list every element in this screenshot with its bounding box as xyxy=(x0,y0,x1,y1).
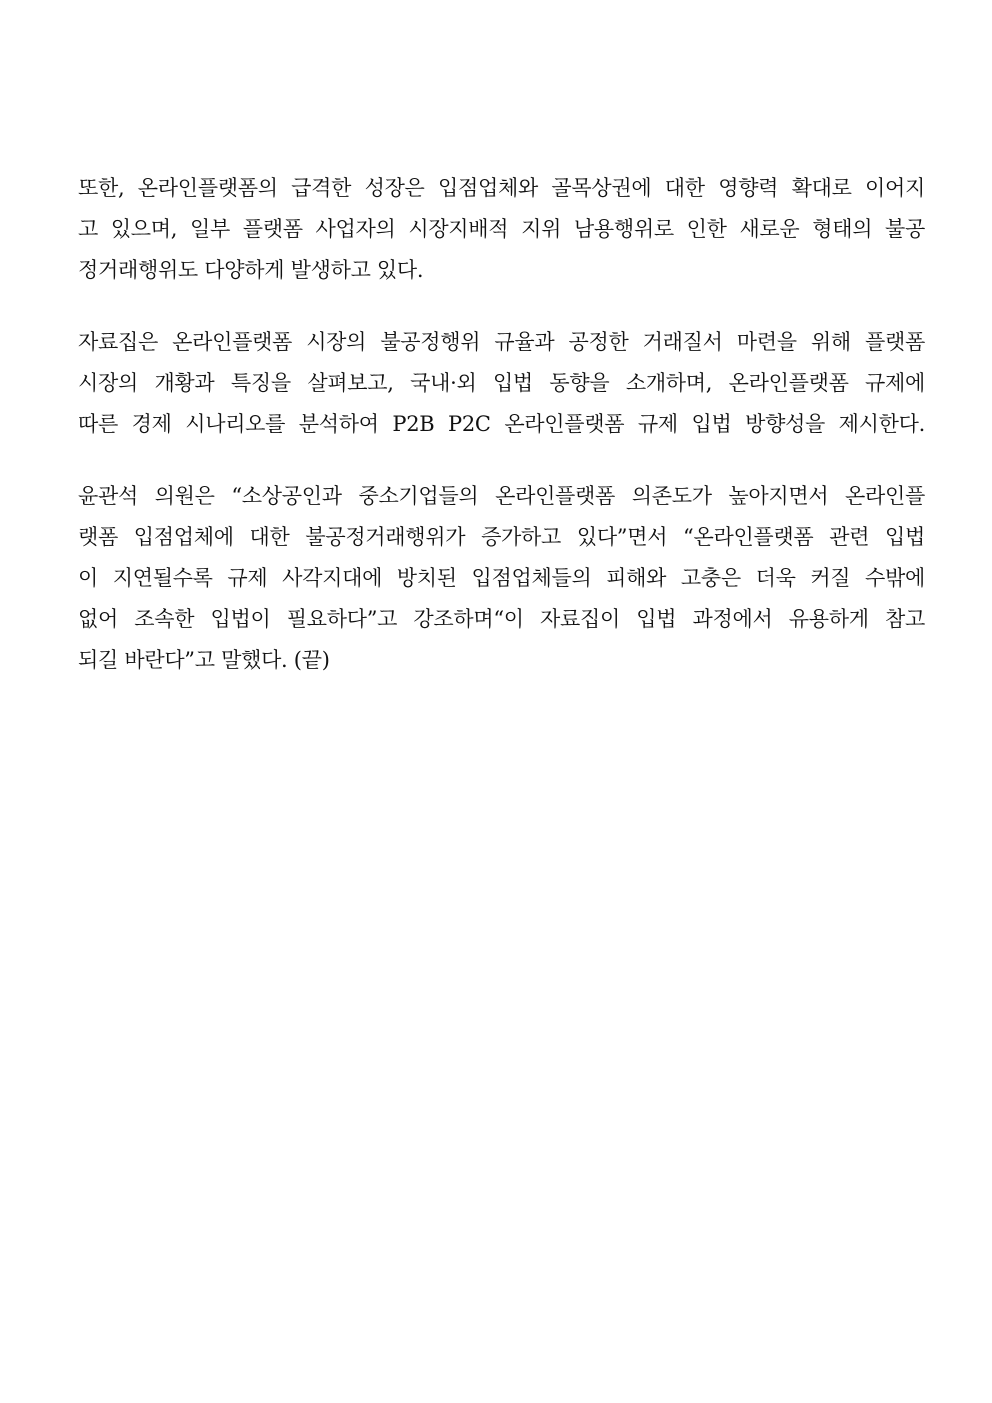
text-line: 고 있으며, 일부 플랫폼 사업자의 시장지배적 지위 남용행위로 인한 새로운 형태의 불공 xyxy=(78,217,925,241)
text-line: 랫폼 입점업체에 대한 불공정거래행위가 증가하고 있다”면서 “온라인플랫폼 관련 입법 xyxy=(78,525,925,549)
text-line: 없어 조속한 입법이 필요하다”고 강조하며“이 자료집이 입법 과정에서 유용하게 참고 xyxy=(78,607,925,631)
text-line: 정거래행위도 다양하게 발생하고 있다. xyxy=(78,258,424,282)
text-line: 따른 경제 시나리오를 분석하여 P2B P2C 온라인플랫폼 규제 입법 방향성을 제시한다. xyxy=(78,412,925,436)
paragraph-report-summary xyxy=(78,322,925,445)
text-line: 자료집은 온라인플랫폼 시장의 불공정행위 규율과 공정한 거래질서 마련을 위해 플랫폼 xyxy=(78,330,925,354)
text-line: 시장의 개황과 특징을 살펴보고, 국내·외 입법 동향을 소개하며, 온라인플랫폼 규제에 xyxy=(78,371,925,395)
text-line: 되길 바란다”고 말했다. (끝) xyxy=(78,648,330,672)
document-body xyxy=(78,168,925,712)
paragraph-platform-growth xyxy=(78,168,925,291)
paragraph-lawmaker-quote xyxy=(78,476,925,681)
text-line: 윤관석 의원은 “소상공인과 중소기업들의 온라인플랫폼 의존도가 높아지면서 온라인플 xyxy=(78,484,925,508)
text-line: 또한, 온라인플랫폼의 급격한 성장은 입점업체와 골목상권에 대한 영향력 확대로 이어지 xyxy=(78,176,925,200)
text-line: 이 지연될수록 규제 사각지대에 방치된 입점업체들의 피해와 고충은 더욱 커질 수밖에 xyxy=(78,566,925,590)
